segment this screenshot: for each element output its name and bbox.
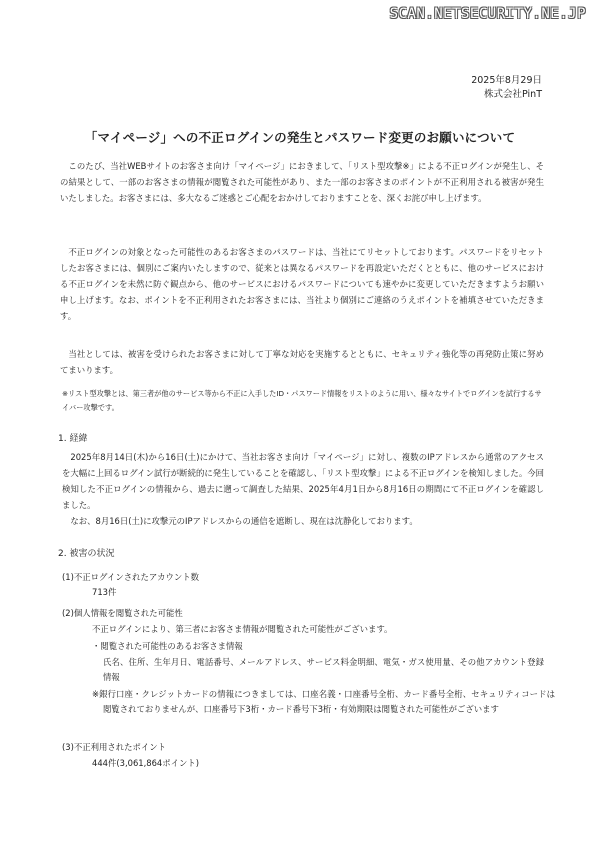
intro-paragraph: このたび、当社WEBサイトのお客さま向け「マイページ」におきまして、「リスト型攻撃※」による不正ログインが発生し、その結果として、一部のお客さまの情報が閲覧された可能性があり、また一部のお客さまのポイントが不正利用される被害が発生いたしました。お客さまには、多大なるご迷惑とご心配をおかけしておりますことを、深くお詫び申し上げます。 (60, 161, 544, 203)
section-1-body-2: なお、8月16日(土)に攻撃元のIPアドレスからの通信を遮断し、現在は沈静化しております。 (70, 516, 418, 526)
list-attack-footnote: ※リスト型攻撃とは、第三者が他のサービス等から不正に入手したID・パスワード情報をリストのように用い、様々なサイトでログインを試行するサイバー攻撃です。 (62, 389, 542, 412)
personal-info-desc: 不正ログインにより、第三者にお客さま情報が閲覧された可能性がございます。 (92, 624, 393, 634)
password-reset-paragraph: 不正ログインの対象となった可能性のあるお客さまのパスワードは、当社にてリセットしております。パスワードをリセットしたお客さまには、個別にご案内いたしますので、従来とは異なるパスワードを再設定いただくとともに、他のサービスにおける不正ログインを未然に防ぐ観点から、他のサービスにおけるパスワードについても速やかに変更していただきますようお願い申し上げます。なお、ポイントを不正利用されたお客さまには、当社より個別にご連絡のうえポイントを補填させていただきます。 (60, 247, 544, 321)
watermark: SCAN.NETSECURITY.NE.JP (389, 6, 586, 22)
section-1-heading: 1. 経緯 (58, 434, 88, 444)
points-label: (3)不正利用されたポイント (62, 742, 166, 752)
points-value: 444件(3,061,864ポイント) (92, 758, 200, 768)
viewed-info-label: ・閲覧された可能性のあるお客さま情報 (92, 641, 243, 651)
company-name: 株式会社PinT (484, 89, 542, 100)
document-title: 「マイページ」への不正ログインの発生とパスワード変更のお願いについて (84, 130, 516, 145)
viewed-info-value: 氏名、住所、生年月日、電話番号、メールアドレス、サービス料金明細、電気・ガス使用量、その他アカウント登録情報 (103, 657, 544, 682)
section-2-heading: 2. 被害の状況 (58, 549, 115, 559)
accounts-label: (1)不正ログインされたアカウント数 (62, 572, 199, 582)
card-info-note: ※銀行口座・クレジットカードの情報につきましては、口座名義・口座番号全桁、カード番号全桁、セキュリティコードは閲覧されておりませんが、口座番号下3桁・カード番号下3桁・有効期限は閲覧された可能性がございます (92, 689, 555, 714)
accounts-value: 713件 (92, 587, 117, 597)
personal-info-label: (2)個人情報を閲覧された可能性 (62, 608, 183, 618)
section-1-body: 2025年8月14日(木)から16日(土)にかけて、当社お客さま向け「マイページ」に対し、複数のIPアドレスから通常のアクセスを大幅に上回るログイン試行が断続的に発生していることを確認し、「リスト型攻撃」による不正ログインを検知しました。今回検知した不正ログインの情報から、過去に遡って調査した結果、2025年4月1日から8月16日の期間にて不正ログインを確認しました。 (62, 452, 544, 510)
date-block (471, 74, 542, 102)
prevention-paragraph: 当社としては、被害を受けられたお客さまに対して丁寧な対応を実施するとともに、セキュリティ強化等の再発防止策に努めてまいります。 (60, 349, 544, 375)
issue-date: 2025年8月29日 (471, 75, 542, 86)
